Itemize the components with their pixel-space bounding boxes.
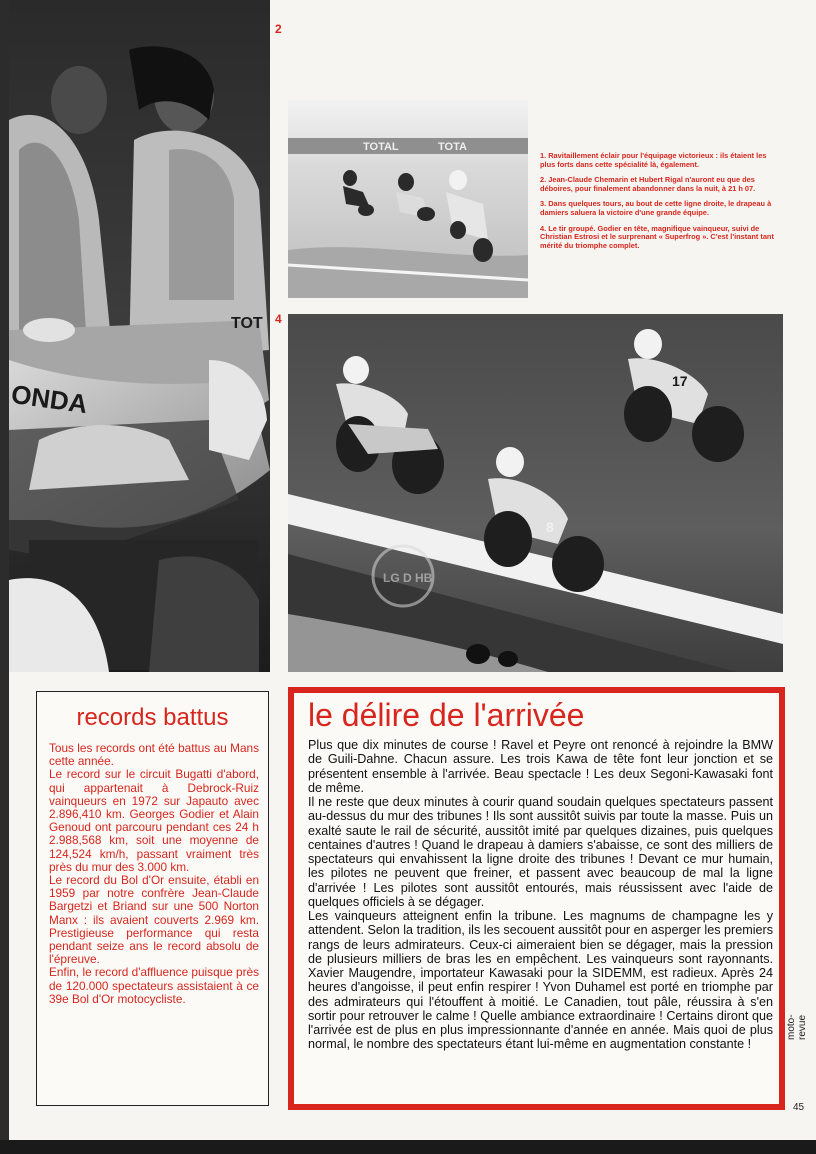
records-paragraph: Enfin, le record d'affluence puisque près de 120.000 spectateurs assistaient à ce 39e Bol d'Or motocycliste.	[49, 965, 259, 1006]
records-paragraph: Le record sur le circuit Bugatti d'abord, qui appartenait à Debrock-Ruiz vainqueurs en 1972 sur Japauto avec 2.896,410 km. Georges Godier et Alain Genoud ont parcouru pendant ces 24 h 2.988,568 km, soit une moyenne de 124,524 km/h, passant vraiment très près du mur des 3.000 km.	[49, 767, 259, 874]
page-bottom-band	[0, 1140, 816, 1154]
magazine-name: moto-revue	[786, 1014, 808, 1040]
page-number: 45	[793, 1102, 805, 1113]
arrivee-title: le délire de l'arrivée	[308, 697, 585, 733]
photo2-total-banner-left: TOTAL	[363, 141, 399, 153]
records-title: records battus	[76, 704, 229, 731]
photo-track-race	[288, 100, 528, 298]
caption-2: 2. Jean-Claude Chemarin et Hubert Rigal n'auront eu que des déboires, pour finalement abandonner dans la nuit, à 21 h 07.	[540, 175, 756, 193]
photo1-honda-logo: ONDA	[9, 378, 90, 420]
records-paragraph: Le record du Bol d'Or ensuite, établi en 1959 par notre confrère Jean-Claude Bargetzi et Briand sur une 500 Norton Manx : ils avaient couverts 2.969 km. Prestigieuse performance qui resta pendant seize ans le record absolu de l'épreuve.	[49, 873, 259, 967]
figure-number-4: 4	[275, 312, 282, 326]
arrivee-paragraph: Les vainqueurs atteignent enfin la tribune. Les magnums de champagne les y attendent. Selon la tradition, ils les secouent aussitôt pour en asperger les premiers rangs de leurs admirateurs. Ceux-ci aimeraient bien se dégager, mais la pression de plusieurs milliers de bras les en empêchent. Les vainqueurs sont rayonnants. Xavier Maugendre, importateur Kawasaki pour la SIDEMM, est radieux. Après 24 heures d'angoisse, il peut enfin respirer ! Yvon Duhamel est porté en triomphe par des admirateurs qui l'étouffent à moitié. Le Canadien, tout pâle, réussira à s'en sortir pour retrouver le calme ! Quelle ambiance extraordinaire ! Certains diront que l'arrivée est de plus en plus impressionnante d'année en année. Mais quoi de plus normal, le nombre des spectateurs étant lui-même en augmentation constante !	[308, 909, 773, 1052]
arrivee-box	[288, 687, 785, 1110]
photo4-rider-number-8: 8	[546, 519, 554, 535]
caption-4: 4. Le tir groupé. Godier en tête, magnifique vainqueur, suivi de Christian Estrosi et le surprenant « Superfrog ». C'est l'instant tant mérité du triomphe complet.	[540, 223, 774, 250]
photo-three-riders	[288, 314, 783, 672]
caption-3: 3. Dans quelques tours, au bout de cette ligne droite, le drapeau à damiers saluera la victoire d'une grande équipe.	[540, 199, 772, 217]
caption-1: 1. Ravitaillement éclair pour l'équipage victorieux : ils étaient les plus forts dans cette spécialité là, également.	[540, 151, 767, 169]
records-paragraph: Tous les records ont été battus au Mans cette année.	[49, 741, 259, 769]
arrivee-paragraph: Plus que dix minutes de course ! Ravel et Peyre ont renoncé à rejoindre la BMW de Guili-Dahne. Chacun assure. Les trois Kawa de tête font leur jonction et se présentent ensemble à l'arrivée. Beau spectacle ! Les deux Segoni-Kawasaki font de même.	[308, 738, 773, 795]
figure-number-2: 2	[275, 22, 282, 36]
arrivee-body	[308, 738, 773, 1052]
photo-pit-stop	[9, 0, 270, 672]
photo2-total-banner-right: TOTA	[438, 141, 467, 153]
photo4-watermark: LG D HB	[383, 571, 433, 585]
page-left-edge	[0, 0, 9, 1154]
photo4-rider-number-17: 17	[672, 373, 688, 389]
records-box	[36, 691, 269, 1106]
arrivee-paragraph: Il ne reste que deux minutes à courir quand soudain quelques spectateurs passent au-dessus du mur des tribunes ! Ils sont aussitôt suivis par toute la masse. Puis un exalté saute le rail de sécurité, aussitôt imité par quelques dizaines, puis quelques centaines d'autres ! Quand le drapeau à damiers s'abaisse, ce sont des milliers de spectateurs qui envahissent la ligne droite des tribunes ! Devant ce mur humain, les pilotes ne peuvent que freiner, et passent avec beaucoup de mal la ligne d'arrivée ! Les pilotes sont aussitôt entourés, mais réussissent avec l'aide de quelques officiels à se dégager.	[308, 795, 773, 909]
photo-captions	[540, 152, 780, 257]
photo1-tot-sign: TOT	[231, 315, 263, 332]
records-body	[49, 742, 259, 1006]
